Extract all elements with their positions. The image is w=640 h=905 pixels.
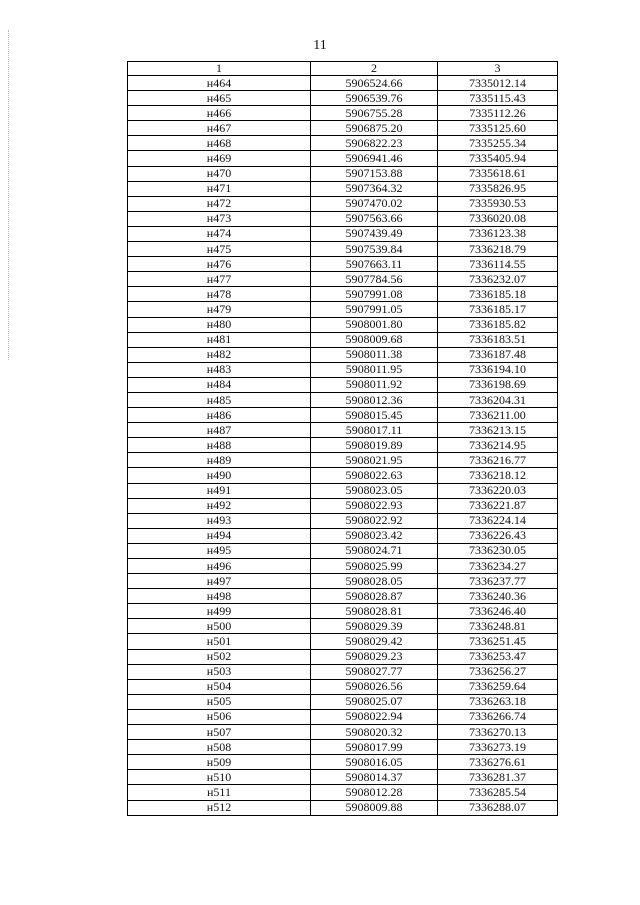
- y-coordinate-cell: 7336220.03: [438, 483, 558, 498]
- x-coordinate-cell: 5908025.99: [311, 559, 438, 574]
- point-id-cell: н487: [128, 423, 311, 438]
- x-coordinate-cell: 5908025.07: [311, 694, 438, 709]
- point-id-cell: н499: [128, 604, 311, 619]
- point-id-cell: н477: [128, 272, 311, 287]
- x-coordinate-cell: 5908029.42: [311, 634, 438, 649]
- y-coordinate-cell: 7336276.61: [438, 755, 558, 770]
- point-id-cell: н480: [128, 317, 311, 332]
- y-coordinate-cell: 7335115.43: [438, 91, 558, 106]
- x-coordinate-cell: 5906875.20: [311, 121, 438, 136]
- y-coordinate-cell: 7335112.26: [438, 106, 558, 121]
- table-row: [128, 453, 558, 468]
- x-coordinate-cell: 5907784.56: [311, 272, 438, 287]
- table-row: [128, 362, 558, 377]
- point-id-cell: н473: [128, 211, 311, 226]
- y-coordinate-cell: 7336194.10: [438, 362, 558, 377]
- table-row: [128, 226, 558, 241]
- y-coordinate-cell: 7336263.18: [438, 694, 558, 709]
- y-coordinate-cell: 7336226.43: [438, 528, 558, 543]
- table-row: [128, 619, 558, 634]
- table-row: [128, 513, 558, 528]
- x-coordinate-cell: 5908011.38: [311, 347, 438, 362]
- y-coordinate-cell: 7336285.54: [438, 785, 558, 800]
- y-coordinate-cell: 7336114.55: [438, 257, 558, 272]
- x-coordinate-cell: 5906822.23: [311, 136, 438, 151]
- x-coordinate-cell: 5908026.56: [311, 679, 438, 694]
- point-id-cell: н483: [128, 362, 311, 377]
- point-id-cell: н485: [128, 392, 311, 407]
- y-coordinate-cell: 7336185.17: [438, 302, 558, 317]
- y-coordinate-cell: 7336246.40: [438, 604, 558, 619]
- column-header-x: 2: [311, 62, 438, 76]
- y-coordinate-cell: 7335405.94: [438, 151, 558, 166]
- table-row: [128, 785, 558, 800]
- point-id-cell: н484: [128, 377, 311, 392]
- point-id-cell: н496: [128, 559, 311, 574]
- table-row: [128, 498, 558, 513]
- point-id-cell: н471: [128, 181, 311, 196]
- table-row: [128, 106, 558, 121]
- x-coordinate-cell: 5908029.23: [311, 649, 438, 664]
- x-coordinate-cell: 5908014.37: [311, 770, 438, 785]
- y-coordinate-cell: 7336234.27: [438, 559, 558, 574]
- x-coordinate-cell: 5908015.45: [311, 408, 438, 423]
- y-coordinate-cell: 7336187.48: [438, 347, 558, 362]
- point-id-cell: н479: [128, 302, 311, 317]
- y-coordinate-cell: 7335125.60: [438, 121, 558, 136]
- table-row: [128, 800, 558, 815]
- x-coordinate-cell: 5907991.08: [311, 287, 438, 302]
- x-coordinate-cell: 5908009.68: [311, 332, 438, 347]
- x-coordinate-cell: 5906524.66: [311, 76, 438, 91]
- table-row: [128, 423, 558, 438]
- table-row: [128, 76, 558, 91]
- table-row: [128, 242, 558, 257]
- x-coordinate-cell: 5908027.77: [311, 664, 438, 679]
- x-coordinate-cell: 5908029.39: [311, 619, 438, 634]
- point-id-cell: н491: [128, 483, 311, 498]
- point-id-cell: н476: [128, 257, 311, 272]
- y-coordinate-cell: 7336218.12: [438, 468, 558, 483]
- point-id-cell: н488: [128, 438, 311, 453]
- x-coordinate-cell: 5907563.66: [311, 211, 438, 226]
- point-id-cell: н464: [128, 76, 311, 91]
- x-coordinate-cell: 5908012.36: [311, 392, 438, 407]
- y-coordinate-cell: 7336237.77: [438, 574, 558, 589]
- point-id-cell: н508: [128, 740, 311, 755]
- table-row: [128, 755, 558, 770]
- x-coordinate-cell: 5908028.87: [311, 589, 438, 604]
- page-number: 11: [313, 38, 327, 53]
- point-id-cell: н498: [128, 589, 311, 604]
- point-id-cell: н486: [128, 408, 311, 423]
- margin-rule: [8, 30, 9, 360]
- column-header-y: 3: [438, 62, 558, 76]
- y-coordinate-cell: 7336273.19: [438, 740, 558, 755]
- x-coordinate-cell: 5908022.63: [311, 468, 438, 483]
- x-coordinate-cell: 5908016.05: [311, 755, 438, 770]
- point-id-cell: н466: [128, 106, 311, 121]
- column-header-point: 1: [128, 62, 311, 76]
- table-row: [128, 543, 558, 558]
- y-coordinate-cell: 7336270.13: [438, 725, 558, 740]
- table-row: [128, 121, 558, 136]
- table-row: [128, 709, 558, 724]
- point-id-cell: н511: [128, 785, 311, 800]
- y-coordinate-cell: 7336218.79: [438, 242, 558, 257]
- point-id-cell: н504: [128, 679, 311, 694]
- table-row: [128, 257, 558, 272]
- table-row: [128, 196, 558, 211]
- y-coordinate-cell: 7336288.07: [438, 800, 558, 815]
- y-coordinate-cell: 7336230.05: [438, 543, 558, 558]
- y-coordinate-cell: 7336183.51: [438, 332, 558, 347]
- x-coordinate-cell: 5906539.76: [311, 91, 438, 106]
- point-id-cell: н501: [128, 634, 311, 649]
- x-coordinate-cell: 5908022.93: [311, 498, 438, 513]
- x-coordinate-cell: 5908023.42: [311, 528, 438, 543]
- point-id-cell: н493: [128, 513, 311, 528]
- x-coordinate-cell: 5908017.99: [311, 740, 438, 755]
- point-id-cell: н468: [128, 136, 311, 151]
- y-coordinate-cell: 7336251.45: [438, 634, 558, 649]
- x-coordinate-cell: 5908024.71: [311, 543, 438, 558]
- y-coordinate-cell: 7336185.82: [438, 317, 558, 332]
- x-coordinate-cell: 5908009.88: [311, 800, 438, 815]
- point-id-cell: н502: [128, 649, 311, 664]
- point-id-cell: н469: [128, 151, 311, 166]
- table-row: [128, 574, 558, 589]
- y-coordinate-cell: 7336216.77: [438, 453, 558, 468]
- y-coordinate-cell: 7336214.95: [438, 438, 558, 453]
- x-coordinate-cell: 5908019.89: [311, 438, 438, 453]
- table-row: [128, 694, 558, 709]
- x-coordinate-cell: 5907364.32: [311, 181, 438, 196]
- y-coordinate-cell: 7336020.08: [438, 211, 558, 226]
- table-row: [128, 649, 558, 664]
- x-coordinate-cell: 5907153.88: [311, 166, 438, 181]
- table-row: [128, 377, 558, 392]
- table-row: [128, 438, 558, 453]
- y-coordinate-cell: 7336211.00: [438, 408, 558, 423]
- point-id-cell: н510: [128, 770, 311, 785]
- point-id-cell: н505: [128, 694, 311, 709]
- y-coordinate-cell: 7336224.14: [438, 513, 558, 528]
- table-row: [128, 408, 558, 423]
- y-coordinate-cell: 7336204.31: [438, 392, 558, 407]
- table-row: [128, 740, 558, 755]
- y-coordinate-cell: 7336266.74: [438, 709, 558, 724]
- table-row: [128, 151, 558, 166]
- point-id-cell: н492: [128, 498, 311, 513]
- x-coordinate-cell: 5907439.49: [311, 226, 438, 241]
- x-coordinate-cell: 5908012.28: [311, 785, 438, 800]
- point-id-cell: н472: [128, 196, 311, 211]
- y-coordinate-cell: 7336248.81: [438, 619, 558, 634]
- x-coordinate-cell: 5907663.11: [311, 257, 438, 272]
- point-id-cell: н497: [128, 574, 311, 589]
- table-row: [128, 528, 558, 543]
- x-coordinate-cell: 5908011.95: [311, 362, 438, 377]
- y-coordinate-cell: 7335826.95: [438, 181, 558, 196]
- point-id-cell: н512: [128, 800, 311, 815]
- table-row: [128, 468, 558, 483]
- table-row: [128, 770, 558, 785]
- y-coordinate-cell: 7336259.64: [438, 679, 558, 694]
- table-row: [128, 272, 558, 287]
- table-row: [128, 347, 558, 362]
- y-coordinate-cell: 7336240.36: [438, 589, 558, 604]
- y-coordinate-cell: 7335618.61: [438, 166, 558, 181]
- table-row: [128, 332, 558, 347]
- point-id-cell: н467: [128, 121, 311, 136]
- table-row: [128, 166, 558, 181]
- table-row: [128, 483, 558, 498]
- x-coordinate-cell: 5906941.46: [311, 151, 438, 166]
- x-coordinate-cell: 5907991.05: [311, 302, 438, 317]
- x-coordinate-cell: 5906755.28: [311, 106, 438, 121]
- point-id-cell: н482: [128, 347, 311, 362]
- table-row: [128, 136, 558, 151]
- x-coordinate-cell: 5908011.92: [311, 377, 438, 392]
- y-coordinate-cell: 7336256.27: [438, 664, 558, 679]
- table-row: [128, 634, 558, 649]
- y-coordinate-cell: 7336221.87: [438, 498, 558, 513]
- coordinates-table: [127, 61, 558, 816]
- table-row: [128, 604, 558, 619]
- point-id-cell: н465: [128, 91, 311, 106]
- table-row: [128, 287, 558, 302]
- y-coordinate-cell: 7335255.34: [438, 136, 558, 151]
- point-id-cell: н507: [128, 725, 311, 740]
- y-coordinate-cell: 7335930.53: [438, 196, 558, 211]
- point-id-cell: н481: [128, 332, 311, 347]
- y-coordinate-cell: 7336281.37: [438, 770, 558, 785]
- y-coordinate-cell: 7336253.47: [438, 649, 558, 664]
- y-coordinate-cell: 7336198.69: [438, 377, 558, 392]
- table-row: [128, 725, 558, 740]
- x-coordinate-cell: 5908022.92: [311, 513, 438, 528]
- point-id-cell: н475: [128, 242, 311, 257]
- x-coordinate-cell: 5908021.95: [311, 453, 438, 468]
- point-id-cell: н474: [128, 226, 311, 241]
- point-id-cell: н509: [128, 755, 311, 770]
- y-coordinate-cell: 7335012.14: [438, 76, 558, 91]
- x-coordinate-cell: 5908017.11: [311, 423, 438, 438]
- point-id-cell: н495: [128, 543, 311, 558]
- x-coordinate-cell: 5908001.80: [311, 317, 438, 332]
- table-row: [128, 181, 558, 196]
- x-coordinate-cell: 5907470.02: [311, 196, 438, 211]
- point-id-cell: н506: [128, 709, 311, 724]
- x-coordinate-cell: 5907539.84: [311, 242, 438, 257]
- x-coordinate-cell: 5908028.81: [311, 604, 438, 619]
- table-row: [128, 91, 558, 106]
- table-row: [128, 589, 558, 604]
- table-header-row: [128, 62, 558, 76]
- point-id-cell: н503: [128, 664, 311, 679]
- y-coordinate-cell: 7336213.15: [438, 423, 558, 438]
- point-id-cell: н494: [128, 528, 311, 543]
- x-coordinate-cell: 5908022.94: [311, 709, 438, 724]
- table-row: [128, 211, 558, 226]
- table-row: [128, 302, 558, 317]
- x-coordinate-cell: 5908020.32: [311, 725, 438, 740]
- y-coordinate-cell: 7336185.18: [438, 287, 558, 302]
- table-row: [128, 559, 558, 574]
- point-id-cell: н500: [128, 619, 311, 634]
- x-coordinate-cell: 5908023.05: [311, 483, 438, 498]
- table-row: [128, 317, 558, 332]
- point-id-cell: н489: [128, 453, 311, 468]
- table-row: [128, 392, 558, 407]
- table-row: [128, 664, 558, 679]
- point-id-cell: н470: [128, 166, 311, 181]
- point-id-cell: н490: [128, 468, 311, 483]
- y-coordinate-cell: 7336232.07: [438, 272, 558, 287]
- x-coordinate-cell: 5908028.05: [311, 574, 438, 589]
- point-id-cell: н478: [128, 287, 311, 302]
- table-row: [128, 679, 558, 694]
- y-coordinate-cell: 7336123.38: [438, 226, 558, 241]
